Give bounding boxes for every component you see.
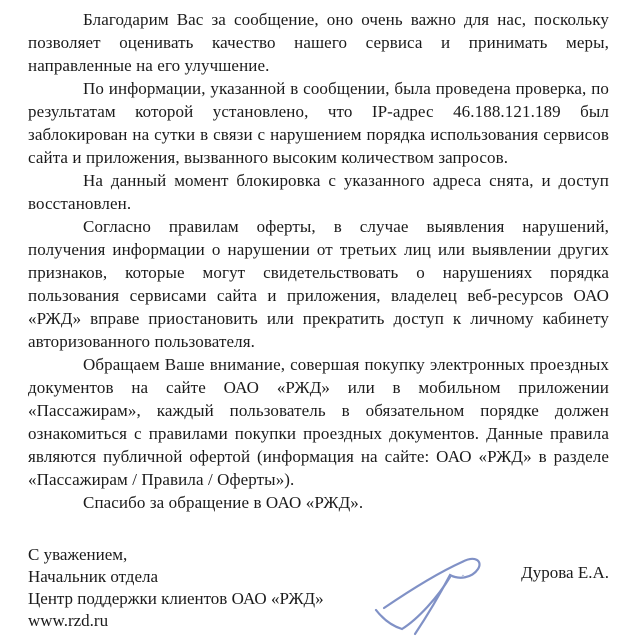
handwritten-signature-icon: [370, 538, 500, 640]
signature-ink-dot: [462, 575, 464, 577]
paragraph-offer-rules: Согласно правилам оферты, в случае выявления нарушений, получения информации о нарушении от третьих лиц или выявлении других признаков, которые могут свидетельствовать о нарушениях порядка пользования сервисами сайта и приложения, владелец веб-ресурсов ОАО «РЖД» вправе приостановить или прекратить доступ к личному кабинету авторизованного пользователя.: [28, 217, 609, 351]
signature-block-left: [28, 544, 609, 632]
closing-salutation: С уважением,: [28, 545, 128, 564]
signer-name: Дурова Е.А.: [521, 563, 609, 582]
paragraph-purchase-rules: Обращаем Ваше внимание, совершая покупку электронных проездных документов на сайте ОАО «РЖД» или в мобильном приложении «Пассажирам», каждый пользователь в обязательном порядке должен ознакомиться с правилами покупки проездных документов. Данные правила являются публичной офертой (информация на сайте: ОАО «РЖД» в разделе «Пассажирам / Правила / Оферты»).: [28, 355, 609, 489]
paragraph-ip-check-result: По информации, указанной в сообщении, была проведена проверка, по результатам которой установлено, что IP-адрес 46.188.121.189 был заблокирован на сутки в связи с нарушением порядка использования сервисов сайта и приложения, вызванного высоким количеством запросов.: [28, 79, 609, 167]
website-text: www.rzd.ru: [28, 611, 109, 630]
signer-department: Центр поддержки клиентов ОАО «РЖД»: [28, 589, 324, 608]
signer-job-title: Начальник отдела: [28, 567, 159, 586]
paragraph-thanks: Благодарим Вас за сообщение, оно очень важно для нас, поскольку позволяет оценивать качество нашего сервиса и принимать меры, направленные на его улучшение.: [28, 10, 609, 75]
signature-block: [28, 544, 609, 640]
paragraph-unblocked: На данный момент блокировка с указанного адреса снята, и доступ восстановлен.: [28, 171, 609, 213]
paragraph-closing-thanks: Спасибо за обращение в ОАО «РЖД».: [83, 493, 364, 512]
